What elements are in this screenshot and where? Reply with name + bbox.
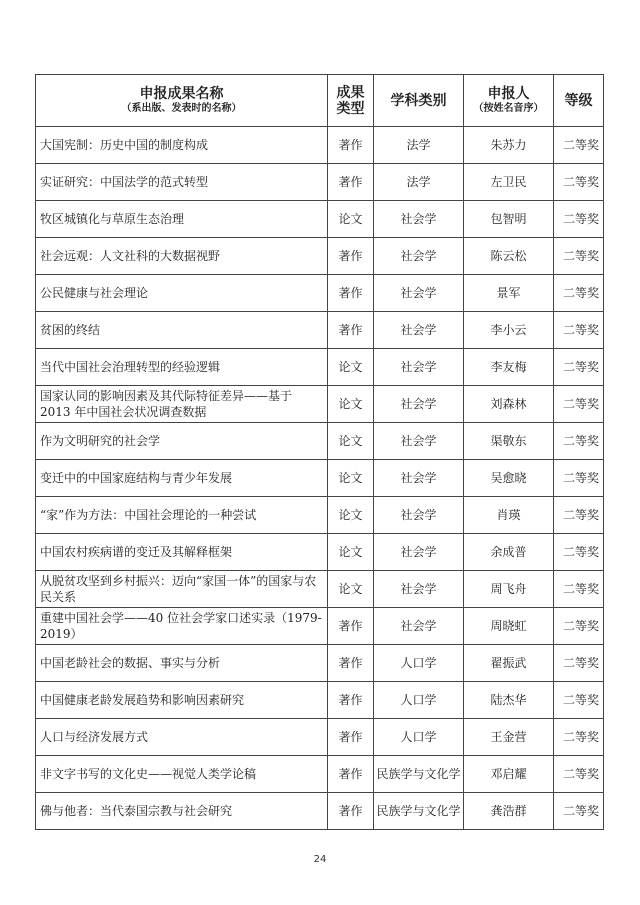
cell-applicant: 景军 (464, 275, 554, 312)
cell-discipline: 社会学 (374, 238, 464, 275)
cell-title: 重建中国社会学——40 位社会学家口述实录（1979-2019） (36, 608, 328, 645)
cell-applicant: 朱苏力 (464, 127, 554, 164)
table-row (36, 793, 604, 830)
table-row (36, 756, 604, 793)
cell-applicant: 陆杰华 (464, 682, 554, 719)
cell-applicant: 肖瑛 (464, 497, 554, 534)
header-type (328, 75, 374, 127)
table-row (36, 460, 604, 497)
header-title (36, 75, 328, 127)
cell-title: 社会远观：人文社科的大数据视野 (36, 238, 328, 275)
header-type-sub: 类型 (336, 100, 365, 117)
header-row (36, 75, 604, 127)
cell-type: 论文 (328, 386, 374, 423)
cell-grade: 二等奖 (554, 460, 604, 497)
table-row (36, 312, 604, 349)
header-type-main: 成果 (336, 84, 365, 101)
cell-applicant: 陈云松 (464, 238, 554, 275)
cell-title: “家”作为方法：中国社会理论的一种尝试 (36, 497, 328, 534)
cell-discipline: 社会学 (374, 423, 464, 460)
table-row (36, 682, 604, 719)
table-row (36, 719, 604, 756)
cell-applicant: 李友梅 (464, 349, 554, 386)
header-title-main: 申报成果名称 (139, 85, 224, 102)
table-row (36, 608, 604, 645)
cell-applicant: 王金营 (464, 719, 554, 756)
cell-discipline: 社会学 (374, 386, 464, 423)
cell-type: 论文 (328, 423, 374, 460)
cell-applicant: 余成普 (464, 534, 554, 571)
cell-title: 公民健康与社会理论 (36, 275, 328, 312)
cell-title: 作为文明研究的社会学 (36, 423, 328, 460)
cell-title: 变迁中的中国家庭结构与青少年发展 (36, 460, 328, 497)
cell-applicant: 李小云 (464, 312, 554, 349)
cell-type: 著作 (328, 127, 374, 164)
cell-discipline: 社会学 (374, 571, 464, 608)
cell-grade: 二等奖 (554, 386, 604, 423)
cell-type: 论文 (328, 497, 374, 534)
cell-grade: 二等奖 (554, 423, 604, 460)
cell-grade: 二等奖 (554, 312, 604, 349)
cell-applicant: 刘森林 (464, 386, 554, 423)
cell-applicant: 翟振武 (464, 645, 554, 682)
cell-discipline: 社会学 (374, 349, 464, 386)
page-number: 24 (313, 854, 327, 865)
cell-grade: 二等奖 (554, 719, 604, 756)
cell-grade: 二等奖 (554, 238, 604, 275)
cell-type: 著作 (328, 275, 374, 312)
cell-discipline: 社会学 (374, 608, 464, 645)
awards-table (35, 74, 604, 830)
cell-grade: 二等奖 (554, 497, 604, 534)
table-body (36, 127, 604, 830)
cell-title: 佛与他者：当代泰国宗教与社会研究 (36, 793, 328, 830)
header-discipline-label: 学科类别 (390, 92, 447, 109)
cell-discipline: 人口学 (374, 682, 464, 719)
cell-discipline: 社会学 (374, 201, 464, 238)
cell-type: 论文 (328, 349, 374, 386)
cell-discipline: 人口学 (374, 719, 464, 756)
cell-title: 大国宪制：历史中国的制度构成 (36, 127, 328, 164)
cell-discipline: 社会学 (374, 312, 464, 349)
table-row (36, 201, 604, 238)
cell-type: 论文 (328, 571, 374, 608)
cell-discipline: 法学 (374, 127, 464, 164)
table-row (36, 238, 604, 275)
cell-discipline: 社会学 (374, 275, 464, 312)
cell-applicant: 周飞舟 (464, 571, 554, 608)
cell-grade: 二等奖 (554, 645, 604, 682)
header-title-sub: （系出版、发表时的名称） (121, 102, 242, 114)
cell-discipline: 社会学 (374, 534, 464, 571)
cell-discipline: 社会学 (374, 497, 464, 534)
table-row (36, 349, 604, 386)
table-row (36, 571, 604, 608)
cell-grade: 二等奖 (554, 127, 604, 164)
cell-type: 著作 (328, 608, 374, 645)
cell-grade: 二等奖 (554, 793, 604, 830)
header-applicant-sub: （按姓名音序） (473, 102, 544, 114)
cell-applicant: 吴愈晓 (464, 460, 554, 497)
cell-discipline: 人口学 (374, 645, 464, 682)
header-applicant (464, 75, 554, 127)
cell-title: 中国农村疾病谱的变迁及其解释框架 (36, 534, 328, 571)
cell-applicant: 左卫民 (464, 164, 554, 201)
cell-applicant: 邓启耀 (464, 756, 554, 793)
cell-grade: 二等奖 (554, 756, 604, 793)
cell-applicant: 龚浩群 (464, 793, 554, 830)
cell-grade: 二等奖 (554, 349, 604, 386)
cell-title: 贫困的终结 (36, 312, 328, 349)
cell-title: 人口与经济发展方式 (36, 719, 328, 756)
cell-discipline: 民族学与文化学 (374, 793, 464, 830)
header-applicant-main: 申报人 (487, 85, 530, 102)
header-grade-label: 等级 (564, 92, 593, 109)
table-row (36, 386, 604, 423)
cell-title: 非文字书写的文化史——视觉人类学论稿 (36, 756, 328, 793)
cell-type: 著作 (328, 238, 374, 275)
cell-type: 著作 (328, 682, 374, 719)
header-grade (554, 75, 604, 127)
cell-type: 著作 (328, 719, 374, 756)
cell-grade: 二等奖 (554, 571, 604, 608)
table-row (36, 423, 604, 460)
cell-title: 国家认同的影响因素及其代际特征差异——基于 2013 年中国社会状况调查数据 (36, 386, 328, 423)
cell-applicant: 周晓虹 (464, 608, 554, 645)
cell-applicant: 渠敬东 (464, 423, 554, 460)
cell-grade: 二等奖 (554, 275, 604, 312)
table-row (36, 127, 604, 164)
cell-type: 论文 (328, 534, 374, 571)
cell-type: 论文 (328, 201, 374, 238)
cell-type: 著作 (328, 793, 374, 830)
cell-discipline: 法学 (374, 164, 464, 201)
cell-grade: 二等奖 (554, 534, 604, 571)
cell-title: 牧区城镇化与草原生态治理 (36, 201, 328, 238)
cell-title: 从脱贫攻坚到乡村振兴：迈向“家国一体”的国家与农民关系 (36, 571, 328, 608)
cell-type: 著作 (328, 645, 374, 682)
cell-title: 实证研究：中国法学的范式转型 (36, 164, 328, 201)
table-row (36, 645, 604, 682)
cell-grade: 二等奖 (554, 682, 604, 719)
cell-type: 论文 (328, 460, 374, 497)
cell-discipline: 民族学与文化学 (374, 756, 464, 793)
table-row (36, 164, 604, 201)
cell-type: 著作 (328, 312, 374, 349)
cell-discipline: 社会学 (374, 460, 464, 497)
cell-applicant: 包智明 (464, 201, 554, 238)
cell-grade: 二等奖 (554, 201, 604, 238)
table-row (36, 275, 604, 312)
cell-type: 著作 (328, 756, 374, 793)
cell-type: 著作 (328, 164, 374, 201)
cell-title: 中国老龄社会的数据、事实与分析 (36, 645, 328, 682)
cell-grade: 二等奖 (554, 608, 604, 645)
table-row (36, 497, 604, 534)
cell-title: 中国健康老龄发展趋势和影响因素研究 (36, 682, 328, 719)
cell-title: 当代中国社会治理转型的经验逻辑 (36, 349, 328, 386)
header-discipline (374, 75, 464, 127)
table-row (36, 534, 604, 571)
cell-grade: 二等奖 (554, 164, 604, 201)
